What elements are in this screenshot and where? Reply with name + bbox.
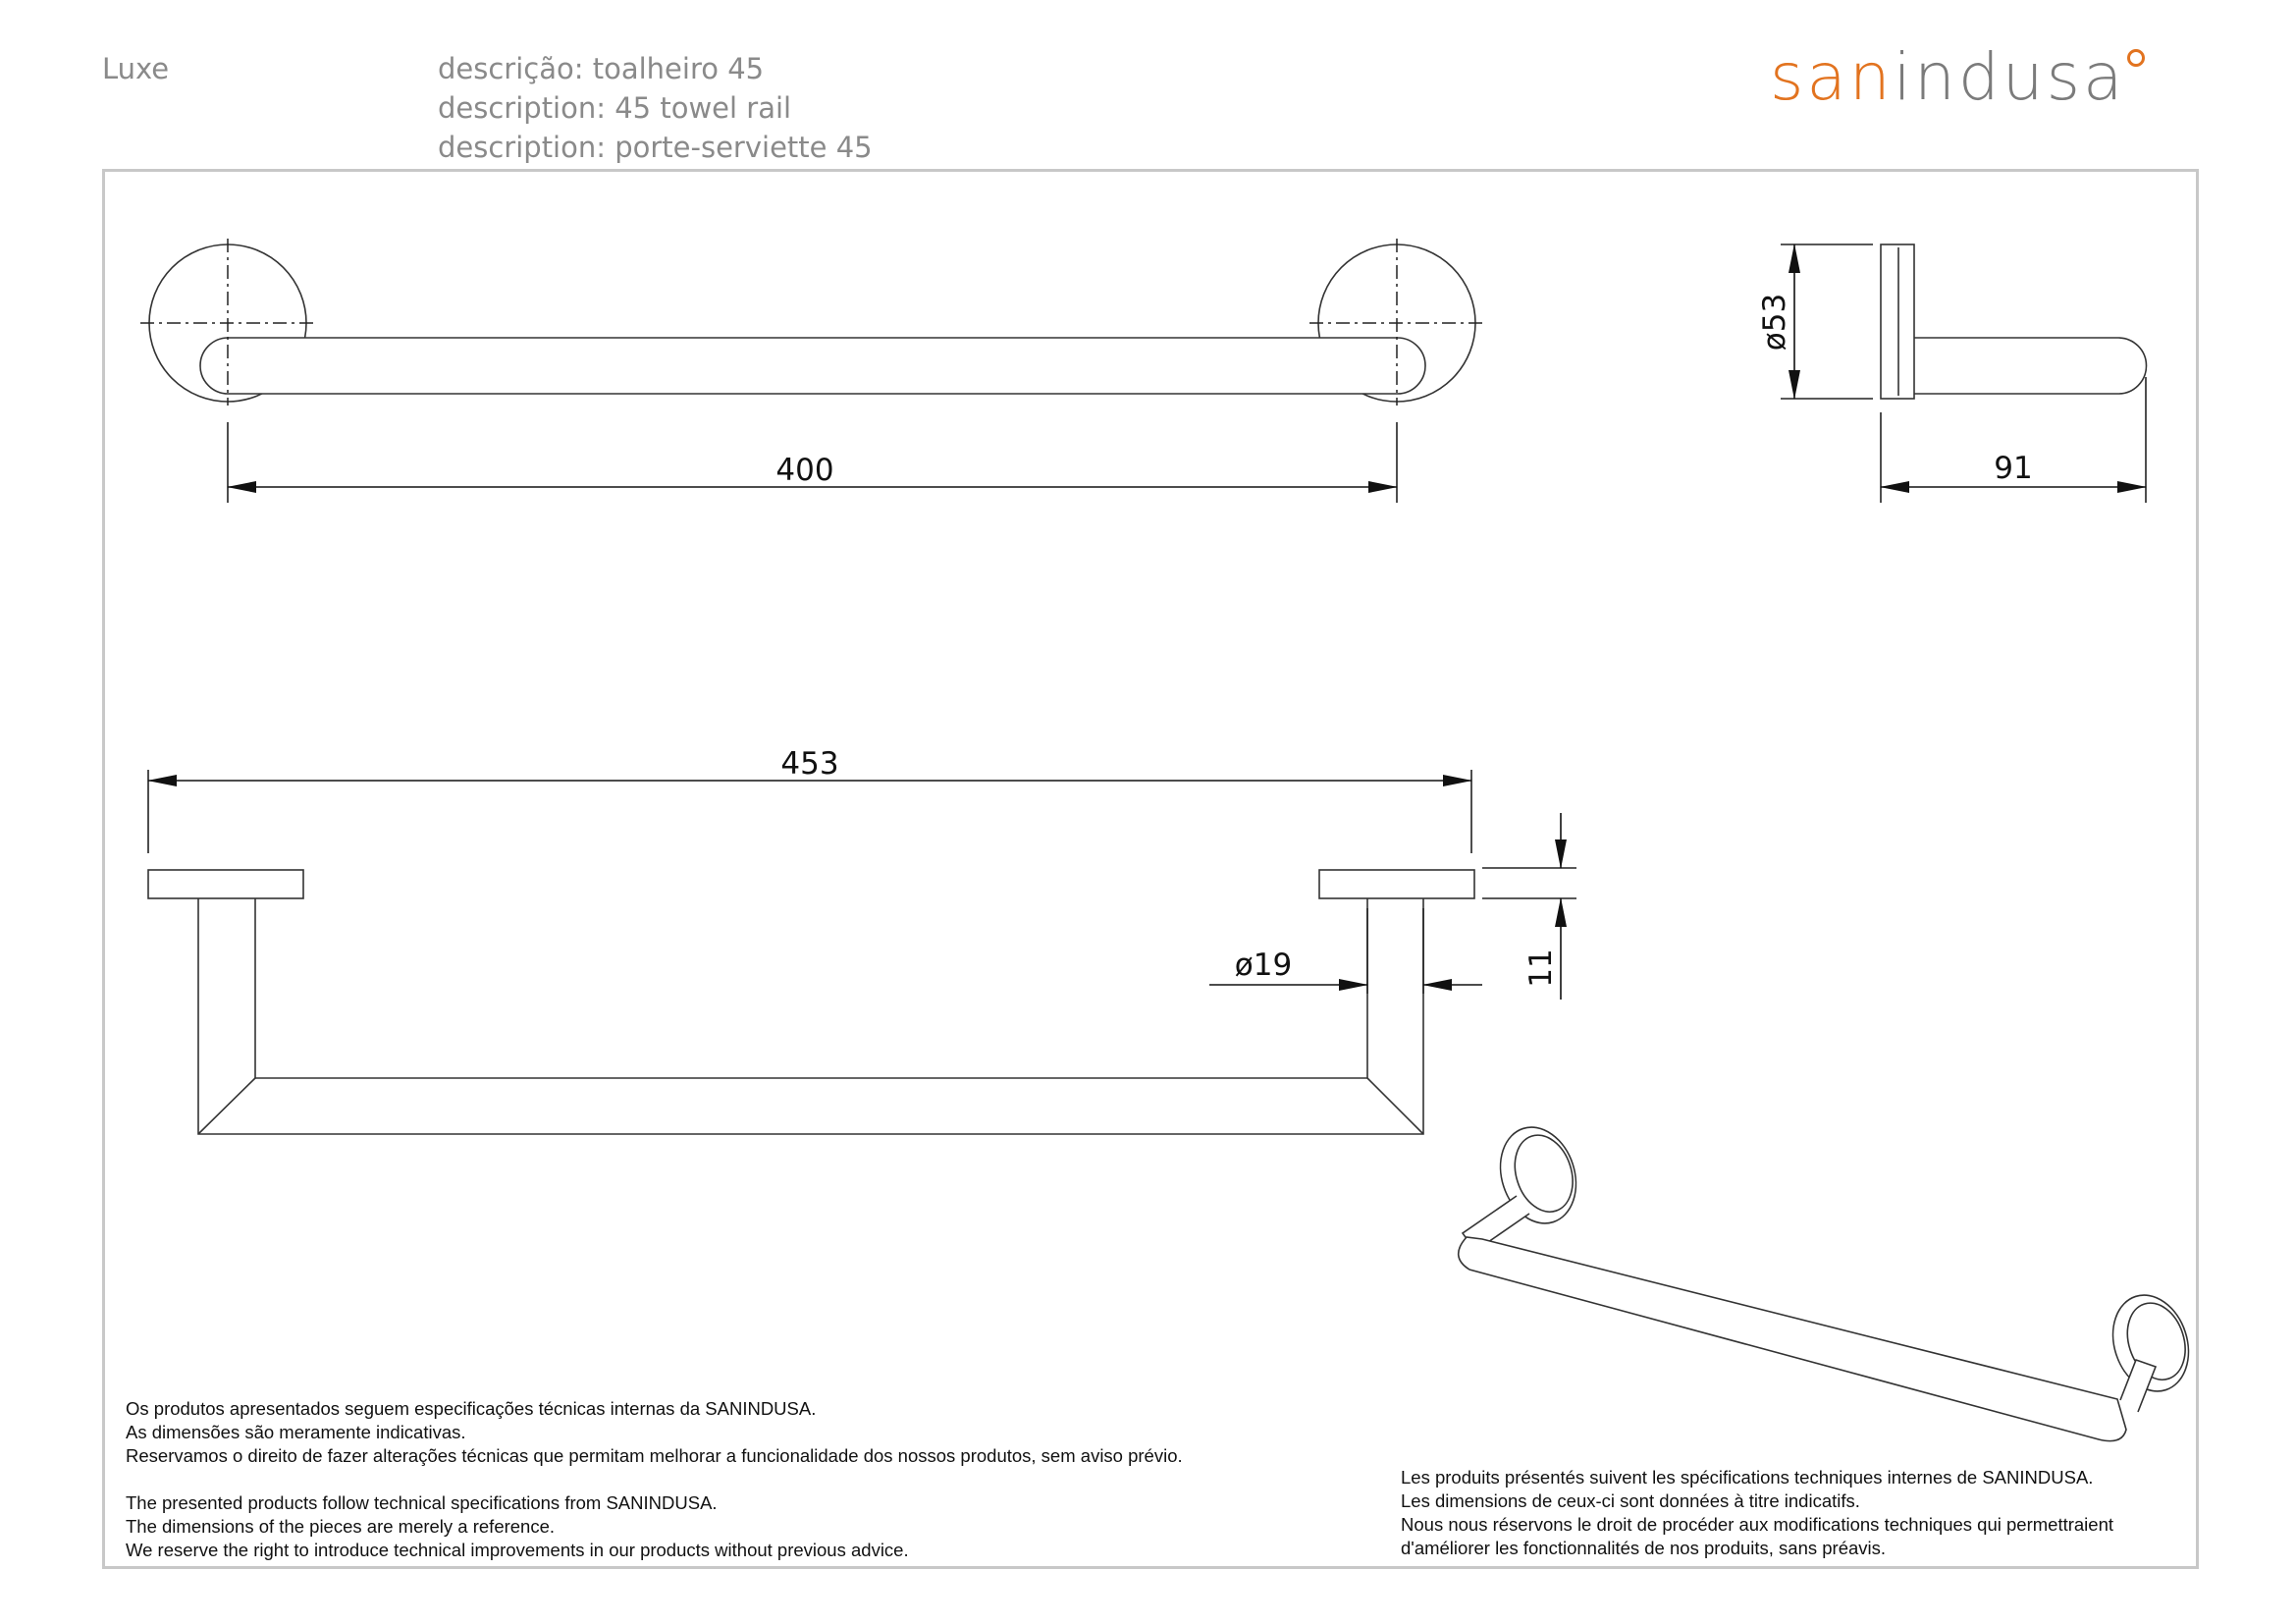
note-fr-4: d'améliorer les fonctionnalités de nos produits, sans préavis. <box>1401 1538 1887 1558</box>
description-pt: descrição: toalheiro 45 <box>438 52 765 85</box>
dim-11-label: 11 <box>1523 948 1559 988</box>
dim-19-label: ø19 <box>1234 947 1293 983</box>
notes-right <box>1401 1466 2113 1560</box>
dim-400-label: 400 <box>775 453 834 488</box>
note-pt-1: Os produtos apresentados seguem especificações técnicas internas da SANINDUSA. <box>126 1398 817 1419</box>
top-bar-outer <box>198 898 1423 1134</box>
dim-91-label: 91 <box>1994 451 2033 486</box>
perspective-view <box>1459 1117 2201 1441</box>
note-en-3: We reserve the right to introduce technical improvements in our products without previous advice. <box>126 1540 909 1560</box>
side-view <box>1781 244 2147 503</box>
description-en: description: 45 towel rail <box>438 91 792 125</box>
top-right-rosette <box>1319 870 1474 898</box>
description-fr: description: porte-serviette 45 <box>438 131 873 164</box>
front-bar <box>200 338 1425 394</box>
top-bar-inner <box>255 898 1367 1078</box>
top-view <box>148 770 1576 1134</box>
note-pt-3: Reservamos o direito de fazer alterações técnicas que permitam melhorar a funcionalidade dos nossos produtos, sem aviso prévio. <box>126 1445 1183 1466</box>
note-spacer <box>126 1468 1183 1491</box>
note-en-1: The presented products follow technical specifications from SANINDUSA. <box>126 1492 718 1513</box>
notes-left <box>126 1397 1183 1562</box>
note-en-2: The dimensions of the pieces are merely a reference. <box>126 1516 556 1537</box>
logo-primary: san <box>1770 39 1894 115</box>
perspective-bar <box>1459 1237 2126 1441</box>
note-fr-2: Les dimensions de ceux-ci sont données à titre indicatifs. <box>1401 1490 1860 1511</box>
top-left-rosette <box>148 870 303 898</box>
logo-secondary: indusa <box>1893 39 2126 115</box>
side-bar <box>1914 338 2147 394</box>
series-name: Luxe <box>102 52 170 85</box>
dim-53-label: ø53 <box>1757 293 1792 352</box>
side-rosette <box>1881 244 1914 399</box>
note-pt-2: As dimensões são meramente indicativas. <box>126 1422 466 1442</box>
note-fr-3: Nous nous réservons le droit de procéder aux modifications techniques qui permettraient <box>1401 1514 2114 1535</box>
note-fr-1: Les produits présentés suivent les spécifications techniques internes de SANINDUSA. <box>1401 1467 2094 1488</box>
dim-453-label: 453 <box>780 746 839 782</box>
